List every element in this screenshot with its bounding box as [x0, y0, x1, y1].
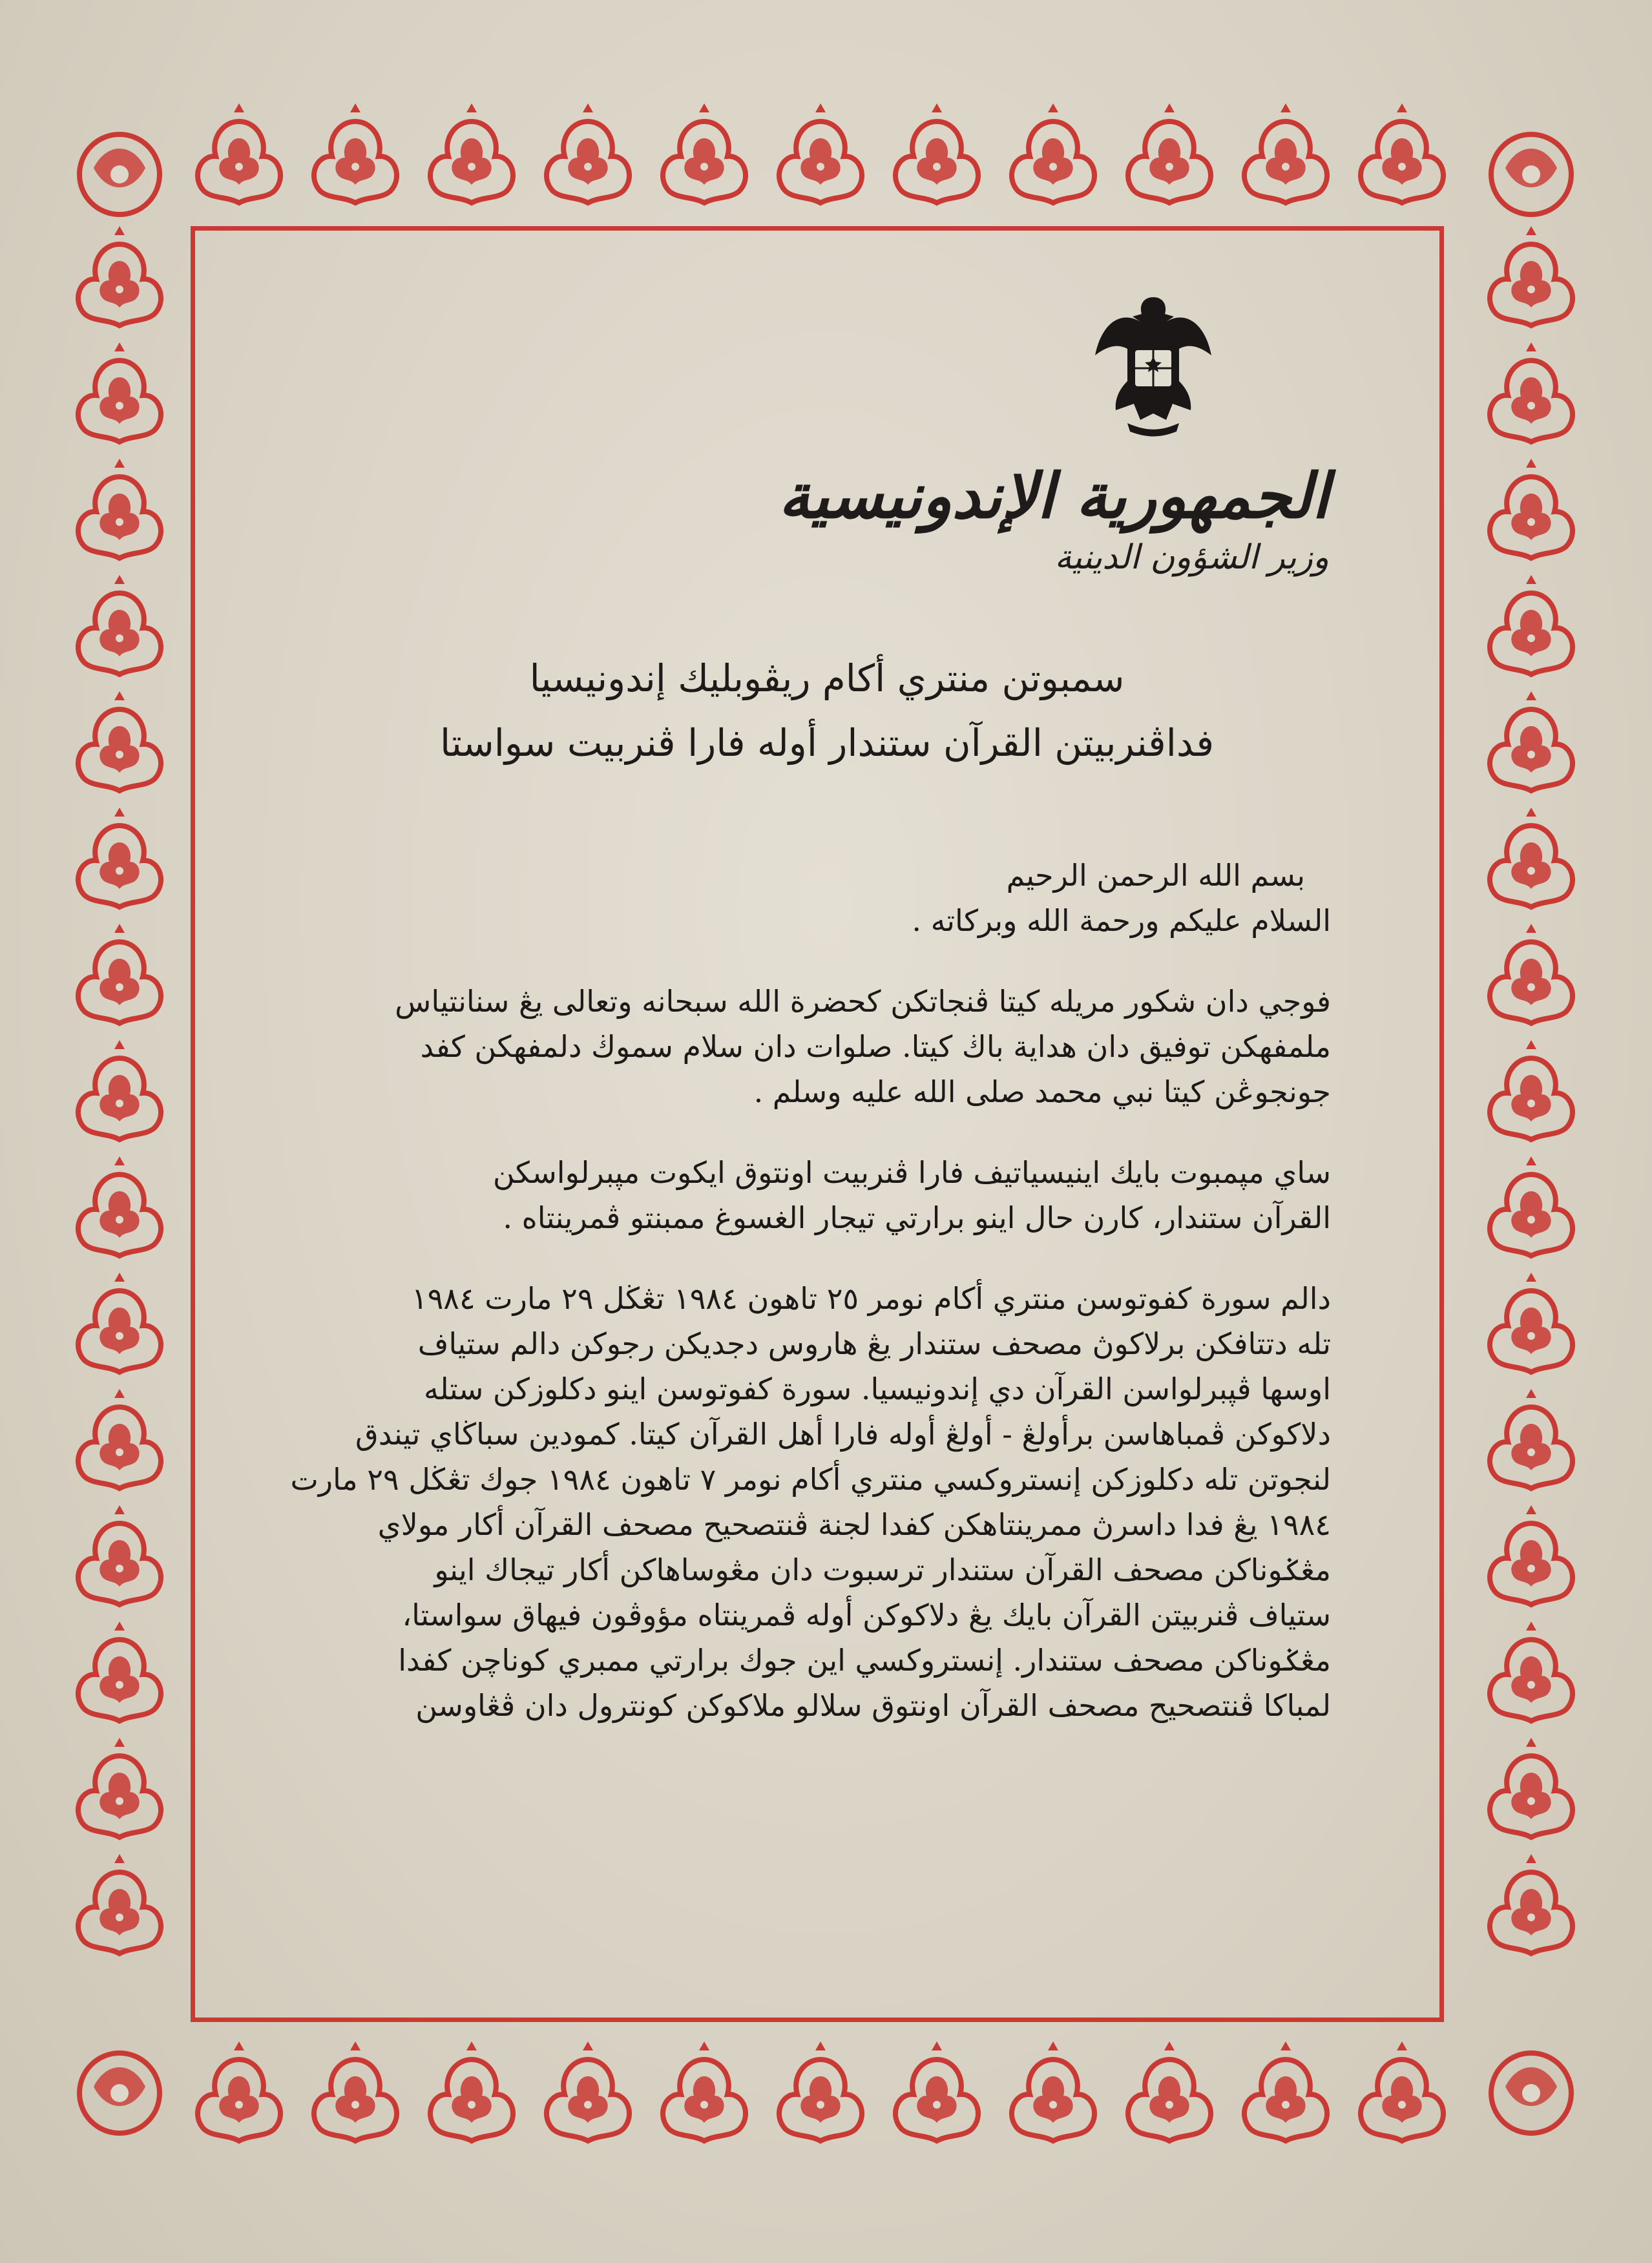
- text-line: ساي مڽمبوت بايك اينيسياتيف فارا ڤنربيت اونتوق ايكوت مڽبرلواسكن: [492, 1155, 1331, 1190]
- text-line: لمباكا ڤنتصحيح مصحف القرآن اونتوق سلالو ملاكوكن كونترول دان ڤڠاوسن: [415, 1688, 1331, 1723]
- title-line-1: سمبوتن منتري أكام ريڤوبليك إندونيسيا: [529, 656, 1125, 700]
- letter-body: [290, 853, 1331, 1728]
- text-line: دالم سورة كفوتوسن منتري أكام نومر ٢٥ تاهون ١٩٨٤ تڠڬل ٢٩ مارت ١٩٨٤: [411, 1281, 1331, 1316]
- text-line: ستياف ڤنربيتن القرآن بايك يڠ دلاكوكن أوله ڤمرينتاه مؤوڤون فيهاق سواستا،: [402, 1598, 1331, 1632]
- letterhead-republic: الجمهورية الإندونيسية: [779, 459, 1329, 532]
- text-line: لنجوتن تله دكلوزكن إنستروكسي منتري أكام نومر ٧ تاهون ١٩٨٤ جوك تڠڬل ٢٩ مارت: [290, 1462, 1331, 1497]
- letterhead: [779, 459, 1329, 577]
- text-line: تله دتتافكن برلاكوڽ مصحف ستندار يڠ هاروس دجديكن رجوكن دالم ستياف: [417, 1326, 1331, 1361]
- garuda-emblem-icon: [1089, 284, 1218, 439]
- text-line: فوجي دان شكور مريله كيتا ڤنجاتكن كحضرة الله سبحانه وتعالى يڠ سنانتياس: [395, 984, 1331, 1019]
- text-line: دلاكوكن ڤمباهاسن برأولڠ - أولڠ أوله فارا أهل القرآن كيتا. كمودين سباڬاي تيندق: [355, 1417, 1331, 1452]
- bismillah: بسم الله الرحمن الرحيم: [1006, 858, 1305, 893]
- text-line: ملمفهكن توفيق دان هداية باڬ كيتا. صلوات دان سلام سموڬ دلمفهكن كفد: [420, 1029, 1331, 1064]
- letterhead-minister: وزير الشؤون الدينية: [1054, 537, 1329, 577]
- text-line: مڠݢوناكن مصحف القرآن ستندار ترسبوت دان مڠوساهاكن أكار تيجاك اينو: [434, 1552, 1331, 1587]
- document-title: [323, 646, 1331, 775]
- text-line: مڠݢوناكن مصحف ستندار. إنستروكسي اين جوك برارتي ممبري كوناچن كفدا: [398, 1643, 1331, 1678]
- salam-greeting: السلام عليكم ورحمة الله وبركاته .: [912, 903, 1331, 938]
- paragraph-1: [310, 979, 1331, 1114]
- paragraph-2: [310, 1150, 1331, 1240]
- text-line: اوسها ڤڽبرلواسن القرآن دي إندونيسيا. سورة كفوتوسن اينو دكلوزكن ستله: [423, 1371, 1331, 1406]
- title-line-2: فداڤنربيتن القرآن ستندار أوله فارا ڤنربيت سواستا: [439, 721, 1215, 765]
- paragraph-3: [290, 1276, 1331, 1728]
- text-line: جونجوڠن كيتا نبي محمد صلى الله عليه وسلم .: [753, 1074, 1331, 1109]
- text-line: ١٩٨٤ يڠ فدا داسرڽ ممرينتاهكن كفدا لجنة ڤنتصحيح مصحف القرآن أكار مولاي: [377, 1507, 1331, 1542]
- text-line: القرآن ستندار، كارن حال اينو برارتي تيجار الغسوغ ممبنتو ڤمرينتاه .: [503, 1200, 1331, 1235]
